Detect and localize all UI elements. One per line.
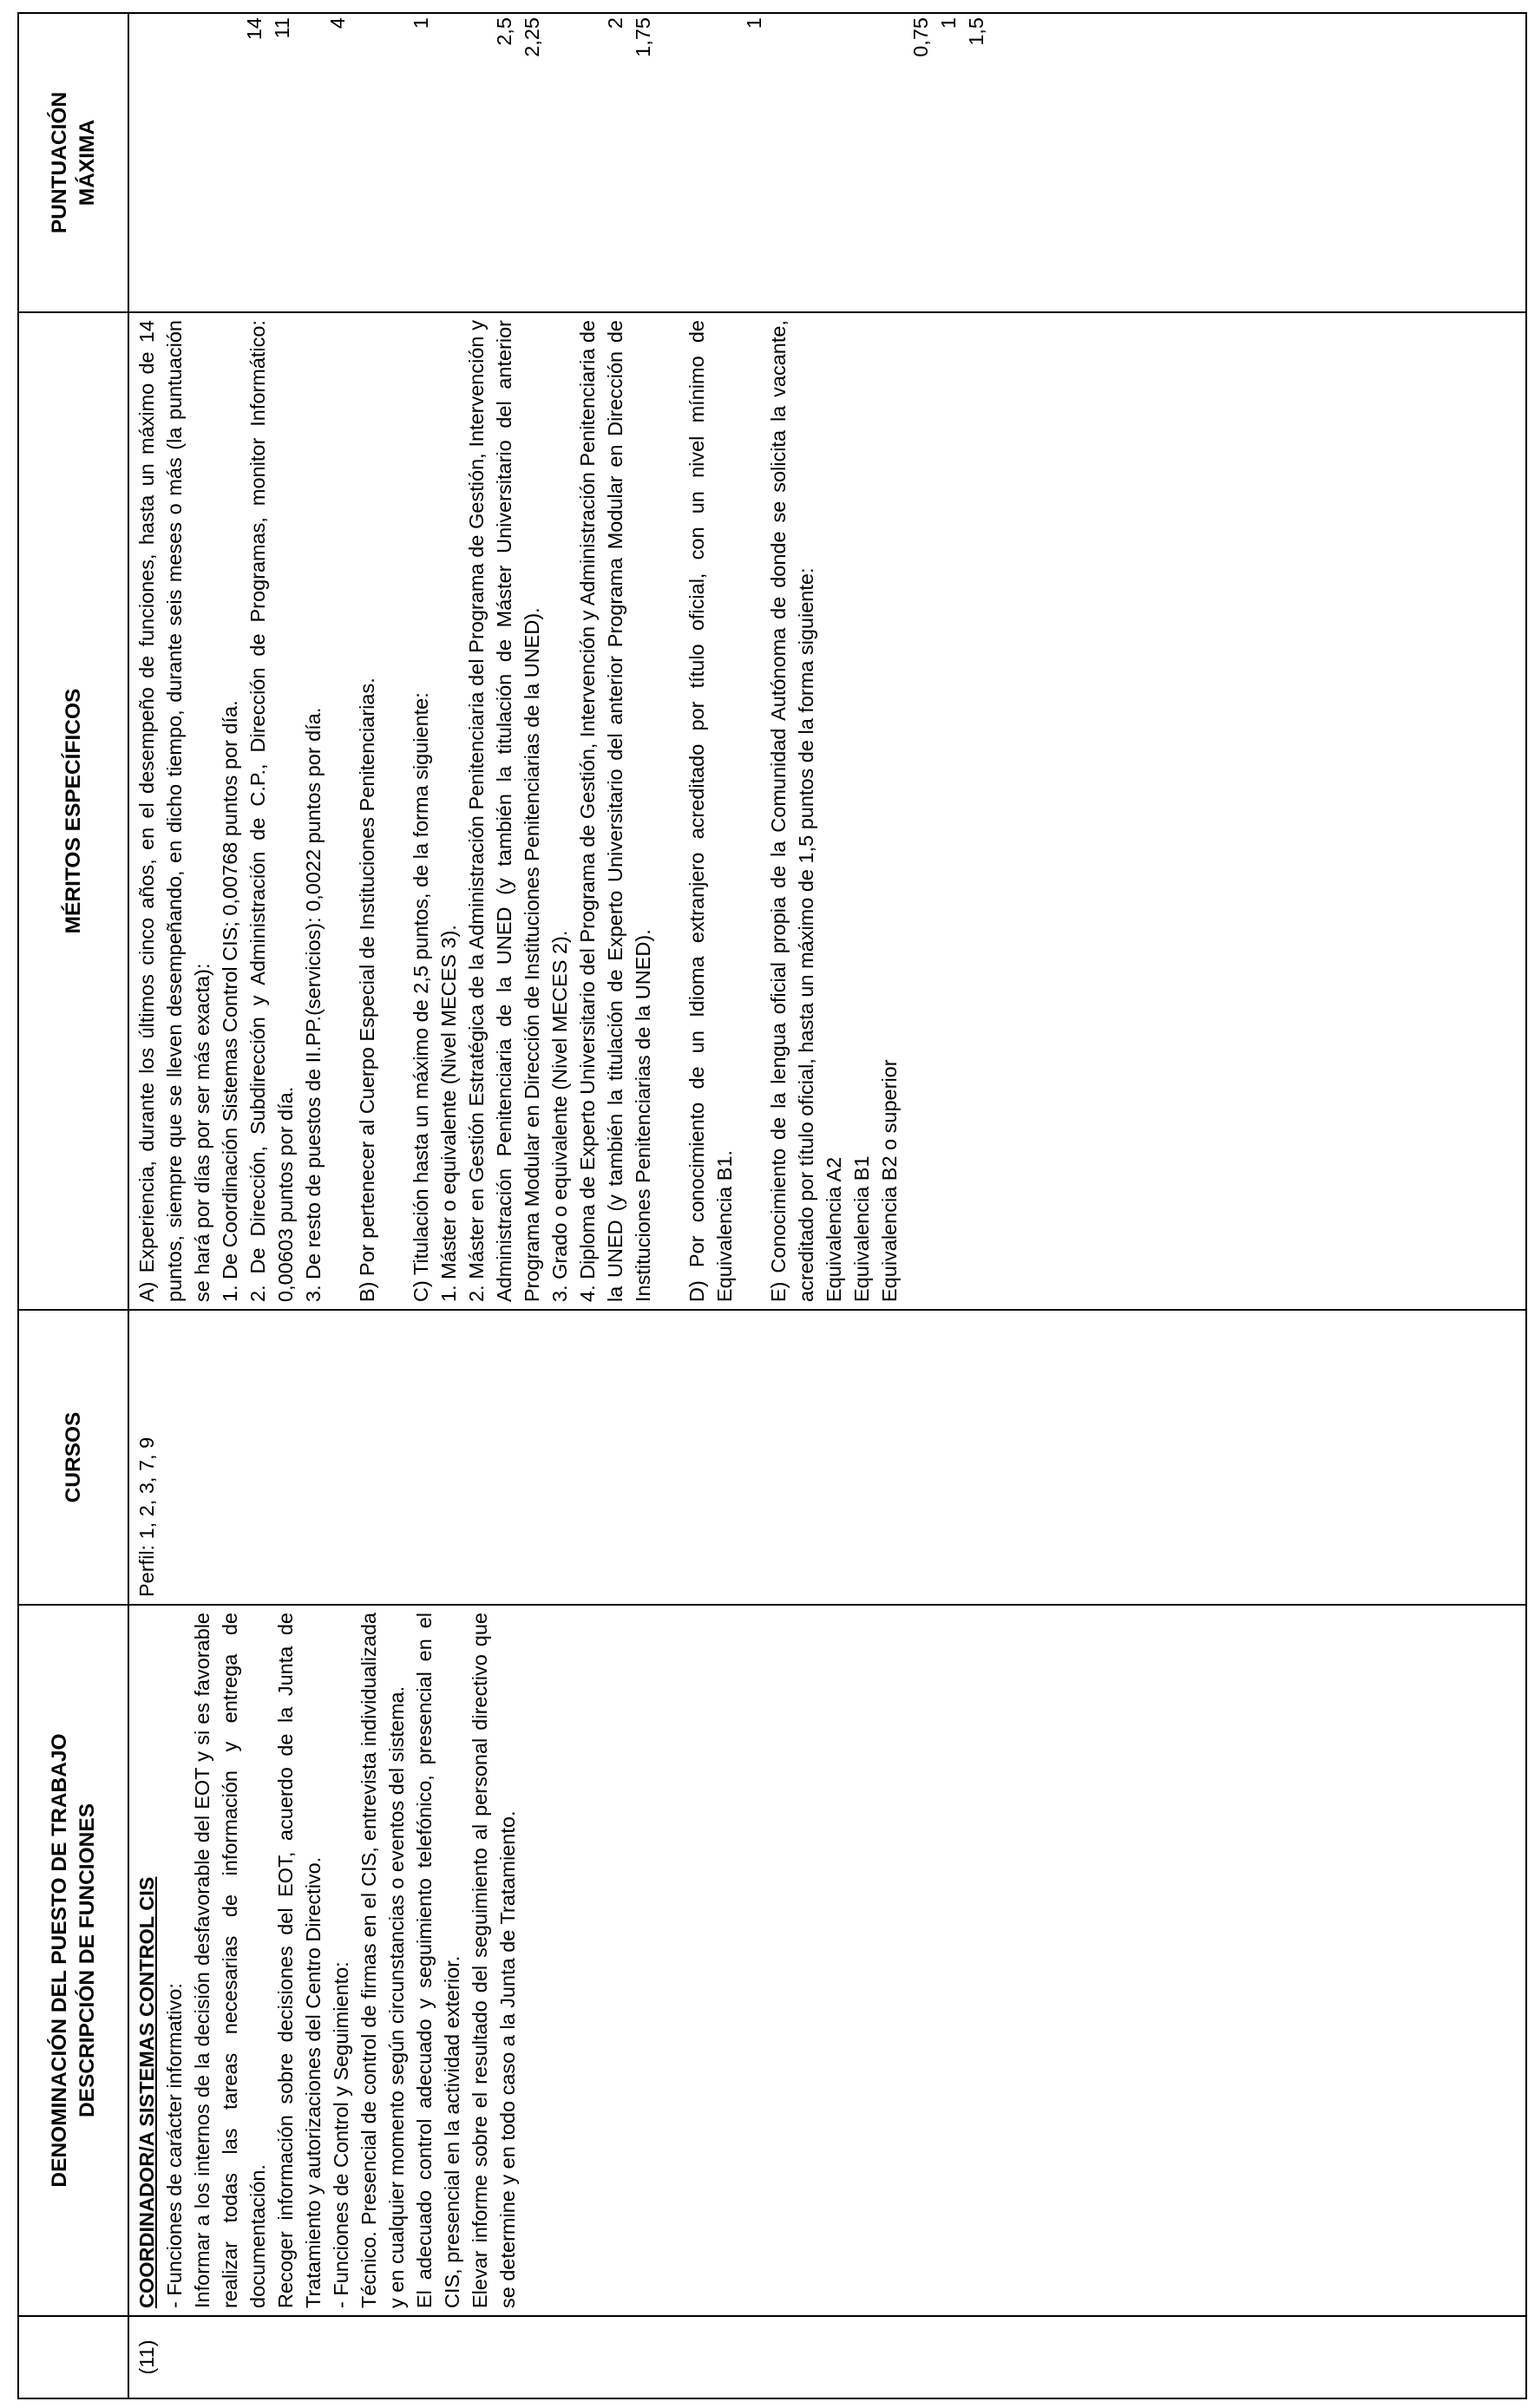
denominacion-cell — [128, 1605, 1526, 2316]
merit-c3: 3. Grado o equivalente (Nivel MECES 2). — [548, 930, 571, 1302]
header-puntuacion-line1: PUNTUACIÓN — [47, 91, 71, 234]
job-title: COORDINADOR/A SISTEMAS CONTROL CIS — [135, 1876, 158, 2308]
cursos-value: Perfil: 1, 2, 3, 7, 9 — [135, 1436, 158, 1597]
merit-e3: Equivalencia B2 o superior — [878, 1059, 901, 1302]
score-e1: 0,75 — [909, 17, 932, 57]
score-c4: 1,75 — [632, 17, 654, 57]
header-puntuacion-line2: MÁXIMA — [75, 119, 99, 206]
score-e2: 1 — [937, 17, 960, 29]
score-d: 1 — [743, 17, 765, 29]
merit-b: B) Por pertenecer al Cuerpo Especial de Instituciones Penitenciarias. — [356, 677, 378, 1302]
merit-d: D) Por conocimiento de un Idioma extranjero acreditado por título oficial, con un nivel mínimo de Equivalencia B1. — [685, 320, 736, 1302]
header-denominacion-line2: DESCRIPCIÓN DE FUNCIONES — [75, 1803, 99, 2118]
header-puntuacion — [18, 13, 128, 312]
merit-c-intro: C) Titulación hasta un máximo de 2,5 puntos, de la forma siguiente: — [410, 692, 432, 1302]
merit-a2: 2. De Dirección, Subdirección y Administración de C.P., Dirección de Programas, monitor Informático: 0,00603 puntos por día. — [246, 320, 297, 1302]
funcion-line: Recoger información sobre decisiones del EOT, acuerdo de la Junta de Tratamiento y autorizaciones del Centro Directivo. — [274, 1613, 325, 2308]
score-c2: 2,25 — [521, 17, 543, 57]
funcion-line: El adecuado control adecuado y seguimiento telefónico, presencial en el CIS, presencial en la actividad exterior. — [413, 1613, 463, 2308]
score-c3: 2 — [604, 17, 626, 29]
header-cursos: CURSOS — [18, 1310, 128, 1605]
funcion-line: - Funciones de carácter informativo: — [163, 1983, 186, 2308]
score-a2: 11 — [271, 17, 293, 39]
header-num — [18, 2316, 128, 2398]
merit-e1: Equivalencia A2 — [823, 1156, 845, 1302]
puntuacion-cell — [128, 13, 1526, 312]
merit-c2: 2. Máster en Gestión Estratégica de la Administración Penitenciaria del Programa de Gestión, Intervención y Administración Penitenciaria de la UNED (y también la titulación de Máster Universitario del anterior Programa Modular en Dirección de Instituciones Penitenciarias de la UNED). — [465, 320, 543, 1302]
merit-a-intro: A) Experiencia, durante los últimos cinco años, en el desempeño de funciones, hasta un máximo de 14 puntos, siempre que se lleven desempeñando, en dicho tiempo, durante seis meses o más (la puntuación se hará por días por ser más exacta): — [135, 320, 213, 1302]
meritos-cell — [128, 312, 1526, 1310]
funcion-line: - Funciones de Control y Seguimiento: — [330, 1961, 352, 2308]
header-row — [18, 13, 128, 2398]
funcion-line: Informar a los internos de la decisión desfavorable del EOT y si es favorable realizar todas las tareas necesarias de información y entrega de documentación. — [191, 1613, 269, 2308]
merit-e2: Equivalencia B1 — [850, 1155, 873, 1302]
score-c1: 2,5 — [493, 17, 515, 46]
score-a3: 4 — [326, 17, 349, 29]
header-denominacion-line1: DENOMINACIÓN DEL PUESTO DE TRABAJO — [47, 1733, 71, 2188]
score-b: 1 — [410, 17, 432, 29]
header-denominacion — [18, 1605, 128, 2316]
merit-c1: 1. Máster o equivalente (Nivel MECES 3). — [437, 925, 460, 1302]
funcion-line: Técnico. Presencial de control de firmas en el CIS, entrevista individualizada y en cualquier momento según circunstancias o eventos del sistema. — [357, 1613, 408, 2308]
cursos-cell — [128, 1310, 1526, 1605]
merit-a1: 1. De Coordinación Sistemas Control CIS; 0,00768 puntos por día. — [219, 700, 241, 1302]
funcion-line: Elevar informe sobre el resultado del seguimiento al personal directivo que se determine y en todo caso a la Junta de Tratamiento. — [469, 1613, 519, 2308]
header-meritos: MÉRITOS ESPECÍFICOS — [18, 312, 128, 1310]
merit-c4: 4. Diploma de Experto Universitario del Programa de Gestión, Intervención y Administración Penitenciaria de la UNED (y también la titulación de Experto Universitario del anterior Programa Modular en Dirección de Instituciones Penitenciarias de la UNED). — [576, 320, 654, 1302]
score-e3: 1,5 — [965, 17, 987, 46]
merit-a3: 3. De resto de puestos de II.PP.(servicios): 0,0022 puntos por día. — [302, 707, 325, 1302]
score-a1: 14 — [243, 17, 266, 41]
merits-table — [17, 12, 1527, 2399]
merit-e-intro: E) Conocimiento de la lengua oficial propia de la Comunidad Autónoma de donde se solicita la vacante, acreditado por título oficial, hasta un máximo de 1,5 puntos de la forma siguiente: — [767, 320, 817, 1302]
row-number: (11) — [128, 2316, 1526, 2398]
table-row — [128, 13, 1526, 2398]
